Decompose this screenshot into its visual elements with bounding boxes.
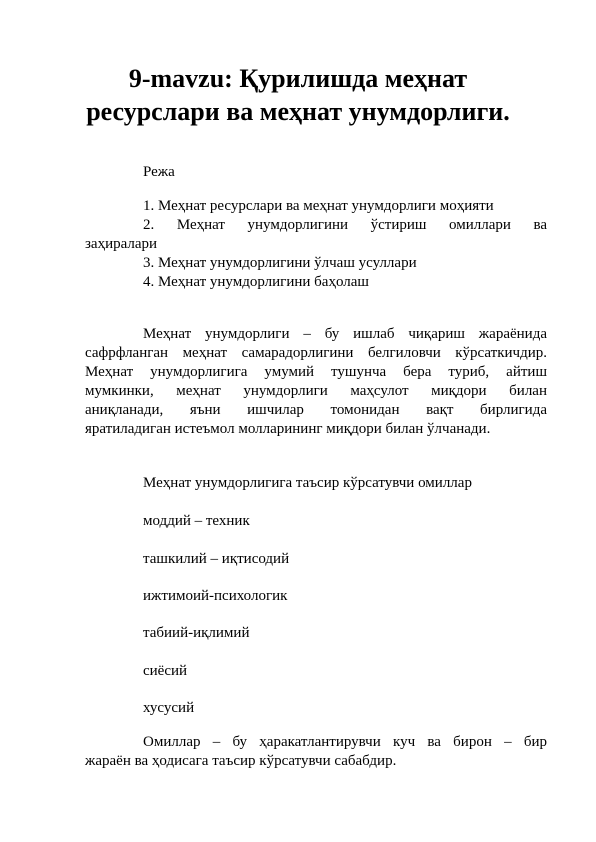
factor-item: моддий – техник — [143, 513, 250, 529]
plan-heading: Режа — [143, 164, 175, 180]
plan-item-2-continuation: заҳиралари — [85, 236, 158, 252]
plan-item-2 — [143, 216, 547, 235]
factor-item: ижтимоий-психологик — [143, 588, 288, 604]
plan-item-2-word: омиллари — [449, 217, 511, 233]
conclusion-paragraph — [85, 733, 547, 771]
factor-item: ташкилий – иқтисодий — [143, 551, 290, 567]
plan-item-2-word: ва — [533, 217, 547, 233]
paragraph-line: мумкинки, меҳнат унумдорлиги маҳсулот миқдори билан — [85, 383, 547, 399]
title-line-2: ресурслари ва меҳнат унумдорлиги. — [86, 97, 510, 126]
factors-heading: Меҳнат унумдорлигига таъсир кўрсатувчи омиллар — [143, 475, 472, 491]
factor-item: хусусий — [143, 700, 195, 716]
plan-item-1: 1. Меҳнат ресурслари ва меҳнат унумдорлиги моҳияти — [143, 198, 494, 214]
paragraph-line: яратиладиган истеъмол молларининг миқдори билан ўлчанади. — [85, 421, 491, 437]
plan-item-2-word: 2. — [143, 217, 155, 233]
paragraph-line: аниқланади, яъни ишчилар томонидан вақт бирлигида — [85, 402, 547, 418]
page-title — [60, 62, 536, 128]
paragraph-line: Меҳнат унумдорлиги – бу ишлаб чиқариш жараёнида — [143, 326, 547, 342]
plan-item-3: 3. Меҳнат унумдорлигини ўлчаш усуллари — [143, 255, 417, 271]
paragraph-line: Меҳнат унумдорлигига умумий тушунча бера туриб, айтиш — [85, 364, 547, 380]
definition-paragraph — [85, 325, 547, 439]
factor-item: табиий-иқлимий — [143, 625, 250, 641]
paragraph-line: сафрфланган меҳнат самарадорлигини белгиловчи кўрсаткичдир. — [85, 345, 547, 361]
plan-item-4: 4. Меҳнат унумдорлигини баҳолаш — [143, 274, 369, 290]
plan-item-2-word: Меҳнат — [176, 217, 225, 233]
plan-item-2-word: ўстириш — [370, 217, 427, 233]
plan-item-2-word: унумдорлигини — [247, 217, 349, 233]
paragraph-line: жараён ва ҳодисага таъсир кўрсатувчи сабабдир. — [85, 753, 397, 769]
factor-item: сиёсий — [143, 663, 188, 679]
title-line-1: 9-mavzu: Қурилишда меҳнат — [128, 64, 468, 93]
paragraph-line: Омиллар – бу ҳаракатлантирувчи куч ва бирон – бир — [143, 734, 547, 750]
